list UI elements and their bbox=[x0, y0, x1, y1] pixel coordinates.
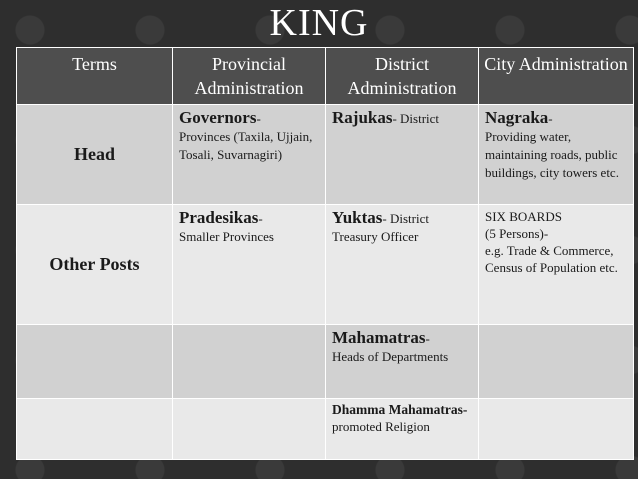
provincial-head-title: Governors bbox=[179, 108, 257, 127]
district-head-title: Rajukas bbox=[332, 108, 393, 127]
cell-empty bbox=[173, 325, 326, 399]
mahamatras-title: Mahamatras bbox=[332, 328, 426, 347]
district-other-desc: - District Treasury Officer bbox=[332, 211, 429, 244]
mahamatras-sep: - bbox=[425, 331, 430, 346]
cell-other-district bbox=[326, 205, 479, 325]
city-head-desc: Providing water, maintaining roads, public buildings, city towers etc. bbox=[485, 129, 619, 180]
district-other-title: Yuktas bbox=[332, 208, 383, 227]
provincial-other-title: Pradesikas bbox=[179, 208, 259, 227]
city-other-line3: e.g. Trade & Commerce, bbox=[485, 243, 614, 258]
cell-empty bbox=[17, 325, 173, 399]
cell-other-provincial bbox=[173, 205, 326, 325]
cell-head-city bbox=[479, 105, 634, 205]
cell-empty bbox=[17, 399, 173, 460]
city-other-line1: SIX BOARDS bbox=[485, 209, 562, 224]
cell-empty bbox=[479, 399, 634, 460]
provincial-head-sep: - bbox=[256, 111, 261, 126]
row-term-head: Head bbox=[17, 105, 173, 205]
city-head-sep: - bbox=[548, 111, 553, 126]
mahamatras-desc: Heads of Departments bbox=[332, 349, 449, 364]
table-row bbox=[17, 205, 634, 325]
table-header-row bbox=[17, 48, 634, 105]
cell-dhamma-district bbox=[326, 399, 479, 460]
table-row bbox=[17, 399, 634, 460]
cell-mahamatras-district bbox=[326, 325, 479, 399]
provincial-head-desc: Provinces (Taxila, Ujjain, Tosali, Suvarnagiri) bbox=[179, 129, 313, 162]
cell-empty bbox=[479, 325, 634, 399]
city-other-line2: (5 Persons)- bbox=[485, 226, 549, 241]
cell-head-district bbox=[326, 105, 479, 205]
page-title: KING bbox=[269, 2, 369, 44]
provincial-other-desc: Smaller Provinces bbox=[179, 229, 274, 244]
header-terms: Terms bbox=[17, 48, 173, 105]
cell-empty bbox=[173, 399, 326, 460]
table-row bbox=[17, 325, 634, 399]
header-district: District Administration bbox=[326, 48, 479, 105]
provincial-other-sep: - bbox=[258, 211, 263, 226]
header-city: City Administration bbox=[479, 48, 634, 105]
city-other-line4: Census of Population etc. bbox=[485, 260, 618, 275]
row-term-other: Other Posts bbox=[17, 205, 173, 325]
dhamma-desc: promoted Religion bbox=[332, 419, 430, 434]
cell-head-provincial bbox=[173, 105, 326, 205]
city-head-title: Nagraka bbox=[485, 108, 549, 127]
header-provincial: Provincial Administration bbox=[173, 48, 326, 105]
district-head-desc: - District bbox=[392, 111, 440, 126]
table-row bbox=[17, 105, 634, 205]
administration-table bbox=[16, 47, 634, 460]
dhamma-title: Dhamma Mahamatras- bbox=[332, 402, 468, 417]
cell-other-city bbox=[479, 205, 634, 325]
